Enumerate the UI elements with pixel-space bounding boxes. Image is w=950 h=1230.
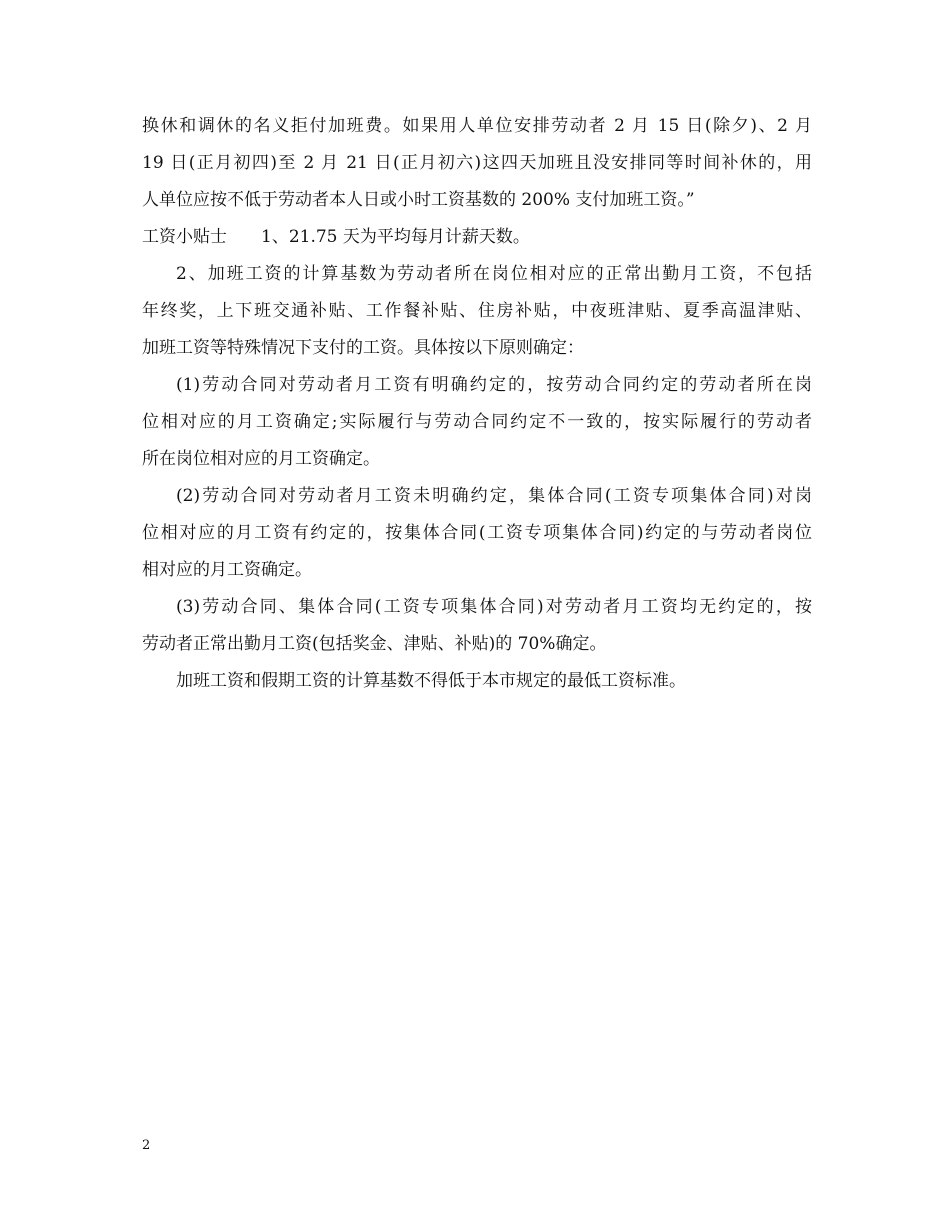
text-line: 位相对应的月工资确定;实际履行与劳动合同约定不一致的，按实际履行的劳动者	[142, 412, 812, 432]
text-line: 劳动者正常出勤月工资(包括奖金、津贴、补贴)的 70%确定。	[142, 634, 607, 654]
text-line: 年终奖，上下班交通补贴、工作餐补贴、住房补贴，中夜班津贴、夏季高温津贴、	[142, 301, 812, 321]
paragraph-rule-2	[142, 486, 812, 580]
paragraph-rule-1	[142, 375, 812, 469]
paragraph-rule-3	[142, 597, 812, 654]
text-line: 工资小贴士 1、21.75 天为平均每月计薪天数。	[142, 227, 530, 247]
text-line: 相对应的月工资确定。	[142, 560, 312, 580]
paragraph-calculation-base	[142, 264, 812, 358]
text-line: 位相对应的月工资有约定的，按集体合同(工资专项集体合同)约定的与劳动者岗位	[142, 523, 812, 543]
text-line: (3)劳动合同、集体合同(工资专项集体合同)对劳动者月工资均无约定的，按	[176, 597, 812, 617]
paragraph-overtime-pay-holiday	[142, 116, 812, 210]
text-line: 加班工资和假期工资的计算基数不得低于本市规定的最低工资标准。	[176, 671, 686, 691]
text-line: 换休和调休的名义拒付加班费。如果用人单位安排劳动者 2 月 15 日(除夕)、2 月	[142, 116, 812, 136]
text-line: 2、加班工资的计算基数为劳动者所在岗位相对应的正常出勤月工资，不包括	[176, 264, 812, 284]
text-line: 19 日(正月初四)至 2 月 21 日(正月初六)这四天加班且没安排同等时间补休的，用	[142, 153, 812, 173]
text-line: 所在岗位相对应的月工资确定。	[142, 449, 380, 469]
page-number: 2	[142, 1138, 151, 1153]
document-body	[142, 116, 812, 708]
paragraph-wage-tips	[142, 227, 812, 247]
paragraph-minimum-wage	[142, 671, 812, 691]
text-line: (2)劳动合同对劳动者月工资未明确约定，集体合同(工资专项集体合同)对岗	[176, 486, 812, 506]
text-line: 加班工资等特殊情况下支付的工资。具体按以下原则确定：	[142, 338, 584, 358]
text-line: (1)劳动合同对劳动者月工资有明确约定的，按劳动合同约定的劳动者所在岗	[176, 375, 812, 395]
text-line: 人单位应按不低于劳动者本人日或小时工资基数的 200% 支付加班工资。”	[142, 190, 695, 210]
